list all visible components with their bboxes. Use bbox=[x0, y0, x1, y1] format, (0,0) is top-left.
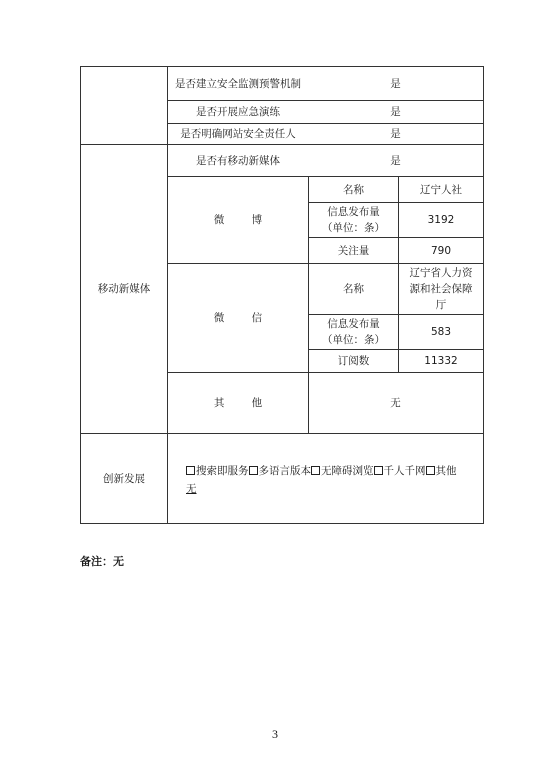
weibo-name-value: 辽宁人社 bbox=[420, 183, 462, 196]
weibo-followers-value: 790 bbox=[430, 244, 452, 257]
option-other-value: 无 bbox=[186, 483, 197, 495]
wechat-posts-value: 583 bbox=[430, 326, 452, 338]
wechat-subscribers-value: 11332 bbox=[424, 355, 458, 367]
security-monitoring-value: 是 bbox=[390, 77, 401, 90]
page-number: 3 bbox=[272, 727, 278, 741]
option-personalized: 千人千网 bbox=[383, 465, 426, 477]
security-monitoring-label: 是否建立安全监测预警机制 bbox=[175, 77, 301, 90]
other-media-label: 其 他 bbox=[213, 397, 275, 409]
weibo-name-label: 名称 bbox=[343, 183, 364, 196]
wechat-posts-label: 信息发布量（单位：条） bbox=[322, 318, 385, 346]
option-other: 其他 bbox=[435, 465, 457, 477]
checkbox-personalized[interactable] bbox=[374, 466, 383, 475]
security-officer-label: 是否明确网站安全责任人 bbox=[180, 128, 296, 140]
wechat-name-label: 名称 bbox=[343, 283, 364, 295]
checkbox-other[interactable] bbox=[426, 466, 435, 475]
note-text: 备注：无 bbox=[80, 555, 124, 568]
innovation-options bbox=[186, 462, 480, 498]
checkbox-accessibility[interactable] bbox=[311, 466, 320, 475]
security-officer-value: 是 bbox=[390, 128, 401, 140]
emergency-drill-label: 是否开展应急演练 bbox=[196, 106, 280, 118]
wechat-label: 微 信 bbox=[213, 312, 275, 324]
option-search-service: 搜索即服务 bbox=[196, 465, 249, 477]
wechat-subscribers-label: 订阅数 bbox=[337, 355, 370, 367]
checkbox-multilingual[interactable] bbox=[249, 466, 258, 475]
weibo-posts-value: 3192 bbox=[427, 214, 455, 226]
innovation-section-label: 创新发展 bbox=[103, 472, 145, 485]
mobile-media-section-label: 移动新媒体 bbox=[97, 283, 151, 295]
weibo-label: 微 博 bbox=[213, 214, 275, 226]
has-mobile-media-label: 是否有移动新媒体 bbox=[196, 154, 280, 167]
option-multilingual: 多语言版本 bbox=[258, 465, 311, 477]
other-media-value: 无 bbox=[390, 397, 401, 409]
wechat-name-value: 辽宁省人力资源和社会保障厅 bbox=[409, 267, 473, 311]
weibo-posts-label: 信息发布量（单位：条） bbox=[322, 206, 385, 234]
option-accessibility: 无障碍浏览 bbox=[321, 465, 374, 477]
weibo-followers-label: 关注量 bbox=[337, 244, 370, 257]
emergency-drill-value: 是 bbox=[390, 106, 401, 118]
checkbox-search-service[interactable] bbox=[186, 466, 195, 475]
has-mobile-media-value: 是 bbox=[390, 154, 401, 167]
